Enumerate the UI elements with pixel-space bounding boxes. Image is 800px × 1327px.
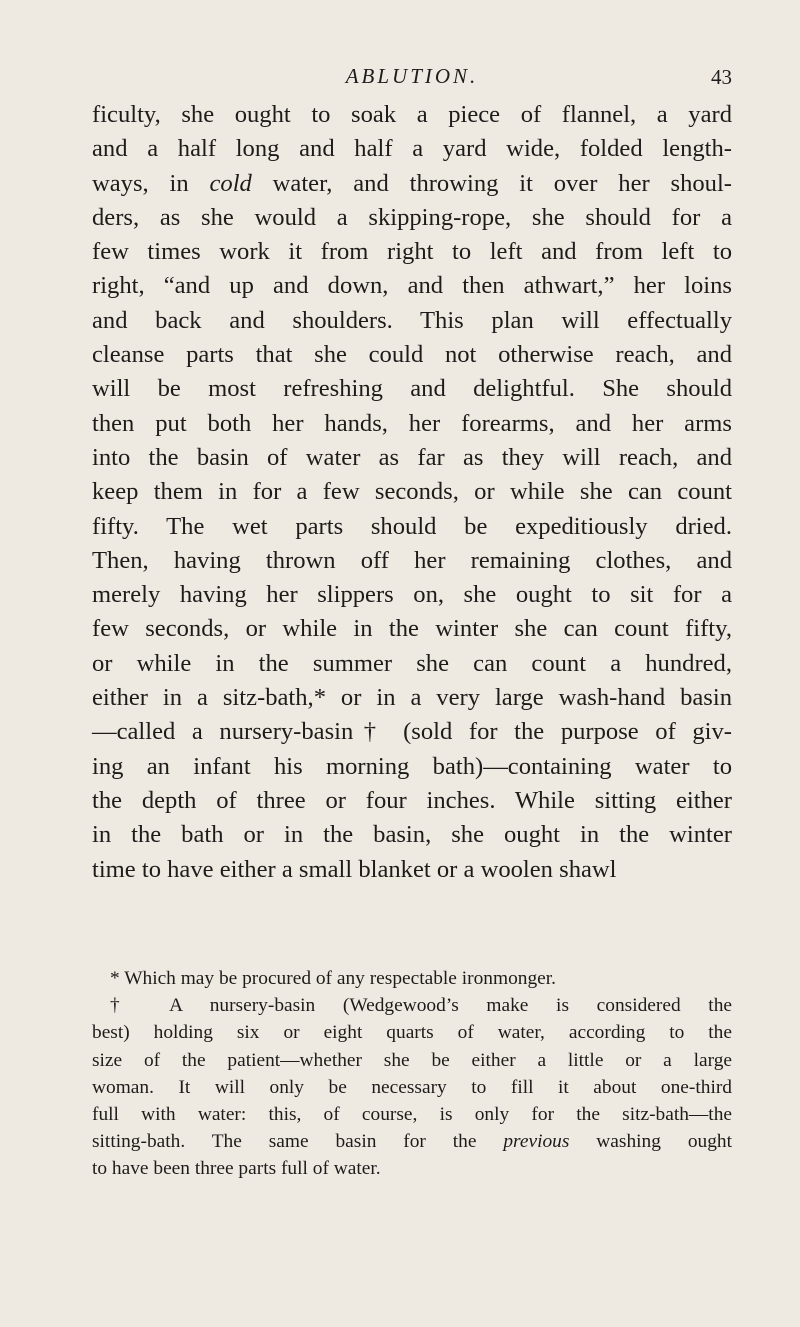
running-head	[92, 62, 732, 92]
body-line: into the basin of water as far as they will reach, and	[92, 443, 732, 471]
body-line: or while in the summer she can count a hundred,	[92, 649, 732, 677]
body-line	[92, 167, 732, 201]
footnote-line: full with water: this, of course, is only for the sitz-bath—the	[92, 1104, 732, 1126]
body-line: right, “and up and down, and then athwart,” her loins	[92, 272, 732, 300]
footnote-line: size of the patient—whether she be either a little or a large	[92, 1049, 732, 1071]
body-line: and a half long and half a yard wide, folded length-	[92, 135, 732, 163]
footnote-line	[92, 1128, 732, 1155]
body-line: ficulty, she ought to soak a piece of flannel, a yard	[92, 101, 732, 128]
body-line: cleanse parts that she could not otherwise reach, and	[92, 341, 732, 369]
footnote-line: best) holding six or eight quarts of water, according to the	[92, 1022, 732, 1044]
body-line: merely having her slippers on, she ought to sit for a	[92, 581, 732, 609]
body-line: keep them in for a few seconds, or while she can count	[92, 478, 732, 506]
body-line: ing an infant his morning bath)—containing water to	[92, 752, 732, 780]
body-line: and back and shoulders. This plan will effectually	[92, 306, 732, 334]
footnotes	[92, 965, 732, 1183]
emphasis-previous: previous	[503, 1131, 570, 1153]
body-line: Then, having thrown off her remaining clothes, and	[92, 546, 732, 574]
footnote-dagger: † A nursery-basin (Wedgewood’s make is considered the	[110, 995, 732, 1017]
body-line-start: ways, in	[92, 169, 210, 197]
body-line: —called a nursery-basin† (sold for the purpose of giv-	[92, 718, 732, 746]
body-line: the depth of three or four inches. While sitting either	[92, 786, 732, 814]
body-line: then put both her hands, her forearms, and her arms	[92, 409, 732, 437]
footnote-line: to have been three parts full of water.	[92, 1158, 381, 1180]
body-line: in the bath or in the basin, she ought in the winter	[92, 821, 732, 849]
body-paragraph	[92, 98, 732, 887]
emphasis-cold: cold	[209, 169, 252, 197]
body-line: few seconds, or while in the winter she can count fifty,	[92, 615, 732, 643]
body-line: ders, as she would a skipping-rope, she should for a	[92, 203, 732, 231]
body-line: will be most refreshing and delightful. She should	[92, 375, 732, 403]
body-line: time to have either a small blanket or a woolen shawl	[92, 855, 617, 883]
running-title: ABLUTION.	[345, 64, 479, 88]
footnote-line-rest: washing ought	[569, 1131, 732, 1153]
page-number: 43	[711, 65, 732, 89]
footnote-line: woman. It will only be necessary to fill it about one-third	[92, 1076, 732, 1098]
footnote-line-start: sitting-bath. The same basin for the	[92, 1131, 504, 1153]
body-line: few times work it from right to left and from left to	[92, 238, 732, 266]
body-line: fifty. The wet parts should be expeditiously dried.	[92, 512, 732, 540]
body-line: either in a sitz-bath,* or in a very large wash-hand basin	[92, 684, 732, 712]
body-line-rest: water, and throwing it over her shoul-	[251, 169, 732, 197]
footnote-asterisk: * Which may be procured of any respectable ironmonger.	[110, 968, 557, 989]
